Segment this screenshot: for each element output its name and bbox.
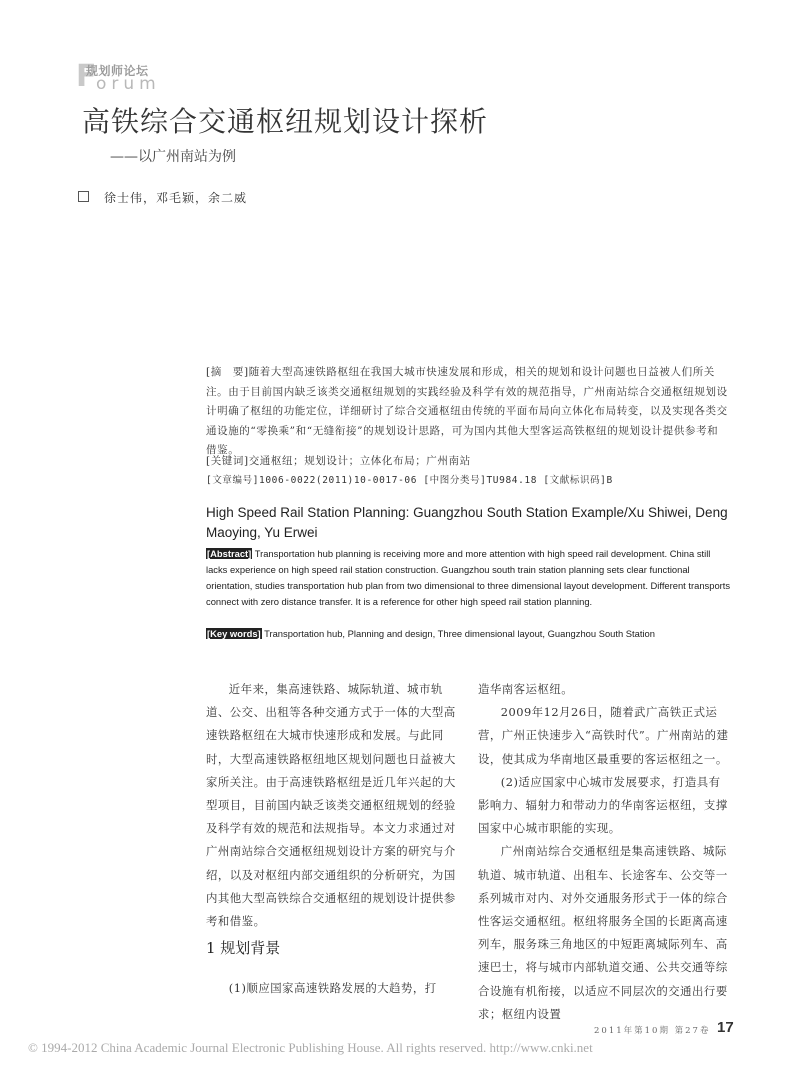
body-left-column [206, 678, 456, 933]
journal-logo [76, 59, 176, 102]
article-codes: [文章编号]1006-0022(2011)10-0017-06 [中图分类号]TU984.18 [文献标识码]B [206, 475, 613, 486]
intro-paragraph: 近年来，集高速铁路、城际轨道、城市轨道、公交、出租等各种交通方式于一体的大型高速铁路枢纽在大城市快速形成和发展。与此同时，大型高速铁路枢纽地区规划问题也日益被大家所关注。由于高速铁路枢纽是近几年兴起的大型项目，目前国内缺乏该类交通枢纽规划的经验及科学有效的规范和法规指导。本文力求通过对广州南站综合交通枢纽规划设计方案的研究与介绍，以及对枢纽内部交通组织的分析研究，为国内其他大型高铁综合交通枢纽的规划设计提供参考和借鉴。 [206, 682, 456, 929]
copyright-notice: © 1994-2012 China Academic Journal Electronic Publishing House. All rights reserved. http://www.cnki.net [28, 1040, 593, 1055]
chinese-keywords: [关键词]交通枢纽；规划设计；立体化布局；广州南站 [206, 455, 471, 467]
abstract-label: [Abstract] [207, 548, 252, 559]
english-keywords [206, 626, 732, 642]
paragraph: (2)适应国家中心城市发展要求，打造具有影响力、辐射力和带动力的华南客运枢纽，支撑国家中心城市职能的实现。 [478, 774, 728, 836]
body-right-column [478, 678, 732, 1026]
section-heading: 1 规划背景 [206, 939, 281, 957]
article-authors: 徐士伟，邓毛颖，余二威 [104, 191, 248, 205]
article-subtitle: ——以广州南站为例 [110, 149, 236, 165]
paragraph: 广州南站综合交通枢纽是集高速铁路、城际轨道、城市轨道、出租车、长途客车、公交等一系列城市对内、对外交通服务形式于一体的综合性客运交通枢纽。枢纽将服务全国的长距离高速列车，服务珠三角地区的中短距离城际列车、高速巴士，将与城市内部轨道交通、公共交通等综合设施有机衔接，以适应不同层次的交通出行要求；枢纽内设置 [478, 844, 728, 1021]
keywords-text: Transportation hub, Planning and design, Three dimensional layout, Guangzhou South Station [261, 628, 655, 639]
page-number: 17 [717, 1019, 734, 1036]
logo-chinese-text: 规划师论坛 [86, 64, 149, 78]
english-title: High Speed Rail Station Planning: Guangzhou South Station Example/Xu Shiwei, Deng Maoying, Yu Erwei [206, 505, 728, 540]
authors-marker-icon [78, 191, 89, 202]
body-left-column-lower [206, 977, 456, 1000]
abstract-text: Transportation hub planning is receiving more and more attention with high speed rail development. China still lacks experience on high speed rail station construction. Guangzhou south train station planning sets clear functional orientation, studies transportation hub plan from two dimensional to three dimensional layout development. Different transports connect with zero distance transfer. It is a reference for other high speed rail station planning. [206, 548, 731, 607]
paragraph: 2009年12月26日，随着武广高铁正式运营，广州正快速步入“高铁时代”。广州南站的建设，使其成为华南地区最重要的客运枢纽之一。 [478, 705, 729, 766]
logo-english-text: orum [96, 74, 161, 94]
logo-letter: F [76, 59, 96, 94]
issue-info: 2011年第10期 第27卷 [594, 1026, 711, 1036]
keywords-label: [Key words] [207, 628, 261, 639]
article-title: 高铁综合交通枢纽规划设计探析 [82, 105, 489, 138]
paragraph: 造华南客运枢纽。 [478, 682, 574, 696]
chinese-abstract: [摘 要]随着大型高速铁路枢纽在我国大城市快速发展和形成，相关的规划和设计问题也日益被人们所关注。由于目前国内缺乏该类交通枢纽规划的实践经验及科学有效的规范指导，广州南站综合交通枢纽规划设计明确了枢纽的功能定位，详细研讨了综合交通枢纽由传统的平面布局向立体化布局转变，以及实现各类交通设施的“零换乘”和“无缝衔接”的规划设计思路，可为国内其他大型客运高铁枢纽的规划设计提供参考和借鉴。 [206, 366, 728, 456]
paragraph: (1)顺应国家高速铁路发展的大趋势，打 [228, 981, 437, 995]
english-abstract [206, 546, 732, 610]
